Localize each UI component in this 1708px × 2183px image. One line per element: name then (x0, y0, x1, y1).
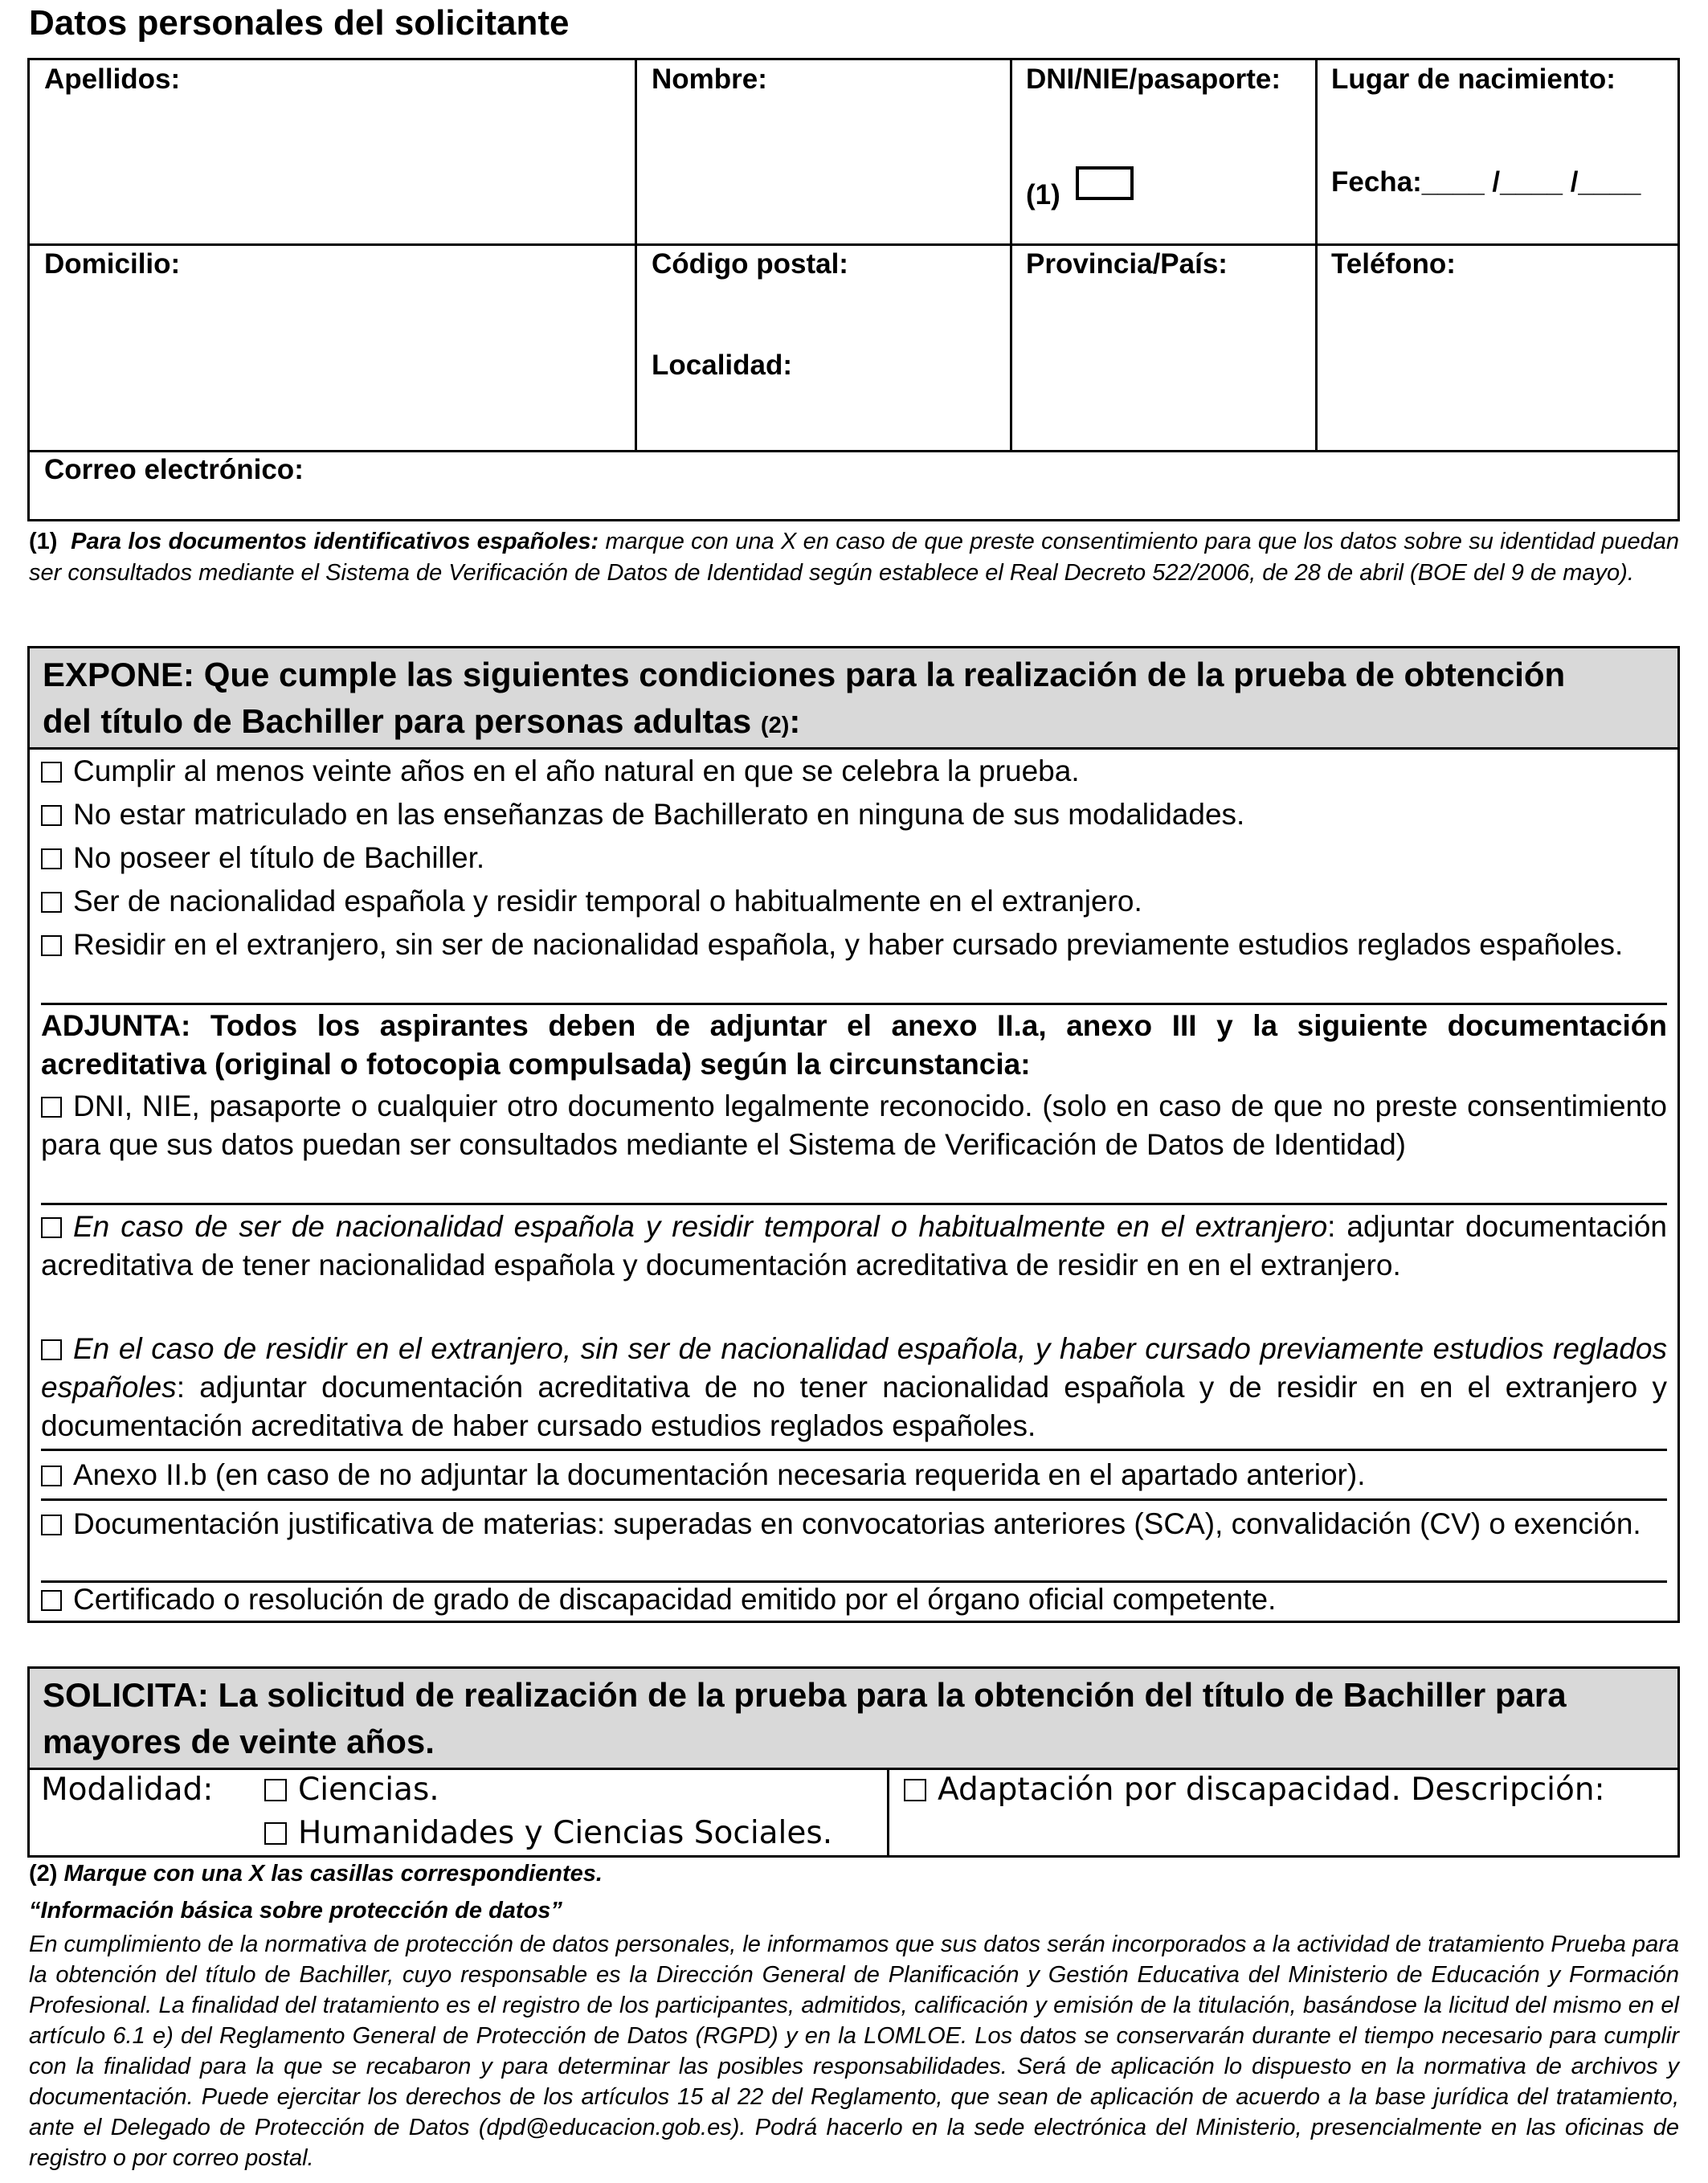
postal-code-label: Código postal: (652, 248, 848, 280)
expone-heading-line2: del título de Bachiller para personas adultas (2): (43, 702, 801, 740)
divider (41, 1449, 1667, 1451)
adjunta-heading: ADJUNTA: Todos los aspirantes deben de adjuntar el anexo II.a, anexo III y la siguiente documentación acreditativa (original o fotocopia compulsada) según la circunstancia: (41, 1009, 1667, 1081)
expone-header (30, 648, 1677, 750)
document-item: Documentación justificativa de materias: superadas en convocatorias anteriores (SCA), convalidación (CV) o exención. (41, 1505, 1667, 1543)
footnote-mark: (2) (29, 1861, 58, 1887)
solicita-heading-line2: mayores de veinte años. (43, 1723, 435, 1760)
document-item: DNI, NIE, pasaporte o cualquier otro documento legalmente reconocido. (solo en caso de que no preste consentimiento para que sus datos puedan ser consultados mediante el Sistema de Verificación de Datos de Identidad) (41, 1089, 1667, 1161)
checkbox[interactable] (41, 892, 62, 913)
condition-item: No poseer el título de Bachiller. (41, 839, 1667, 877)
checkbox[interactable] (41, 1217, 62, 1238)
province-country-label: Provincia/País: (1026, 248, 1228, 280)
checkbox[interactable] (41, 1097, 62, 1118)
grid-divider (635, 60, 637, 452)
footnote-1 (29, 526, 1679, 589)
footnote-lead: Para los documentos identificativos españoles: (71, 529, 599, 554)
email-label: Correo electrónico: (44, 454, 304, 485)
footnote-2 (29, 1861, 603, 1887)
consent-note-ref: (1) (1026, 179, 1060, 211)
data-protection-title: “Información básica sobre protección de datos” (29, 1898, 562, 1923)
checkbox[interactable] (41, 848, 62, 869)
surname-label: Apellidos: (44, 63, 181, 95)
condition-item: Cumplir al menos veinte años en el año natural en que se celebra la prueba. (41, 752, 1667, 791)
condition-item: Ser de nacionalidad española y residir temporal o habitualmente en el extranjero. (41, 882, 1667, 921)
option-adaptacion: Adaptación por discapacidad. Descripción: (904, 1772, 1605, 1808)
footnote-ref: (2) (760, 713, 790, 738)
address-label: Domicilio: (44, 248, 181, 280)
checkbox[interactable] (41, 1339, 62, 1360)
grid-divider (887, 1768, 889, 1858)
birthplace-label: Lugar de nacimiento: (1331, 63, 1616, 95)
consent-checkbox[interactable] (1076, 166, 1134, 200)
grid-divider (30, 243, 1677, 246)
checkbox[interactable] (41, 1515, 62, 1535)
checkbox[interactable] (264, 1779, 287, 1801)
footnote-text: marque con una X en caso de que preste consentimiento para que los datos sobre su identidad puedan ser consultados mediante el Sistema de Verificación de Datos de Identidad según establece el Real Decreto 522/2006, de 28 de abril (BOE del 9 de mayo). (29, 529, 1679, 586)
checkbox[interactable] (41, 805, 62, 826)
data-protection-text: En cumplimiento de la normativa de protección de datos personales, le informamos que sus datos serán incorporados a la actividad de tratamiento Prueba para la obtención del título de Bachiller, cuyo responsable es la Dirección General de Planificación y Gestión Educativa del Ministerio de Educación y Formación Profesional. La finalidad del tratamiento es el registro de los participantes, admitidos, calificación y emisión de la titulación, basándose la licitud del mismo en el artículo 6.1 e) del Reglamento General de Protección de Datos (RGPD) y en la LOMLOE. Los datos se conservarán durante el tiempo necesario para cumplir con la finalidad para la que se recabaron y para determinar las posibles responsabilidades. Será de aplicación lo dispuesto en la normativa de archivos y documentación. Puede ejercitar los derechos de los artículos 15 al 22 del Reglamento, que sean de aplicación de acuerdo a la base jurídica del tratamiento, ante el Delegado de Protección de Datos (dpd@educacion.gob.es). Podrá hacerlo en la sede electrónica del Ministerio, presencialmente en las oficinas de registro o por correo postal. (29, 1932, 1679, 2171)
birthdate-field[interactable]: Fecha:____ /____ /____ (1331, 166, 1641, 198)
checkbox[interactable] (904, 1779, 926, 1801)
name-label: Nombre: (652, 63, 767, 95)
modality-label: Modalidad: (41, 1772, 214, 1808)
document-item: Anexo II.b (en caso de no adjuntar la documentación necesaria requerida en el apartado anterior). (41, 1456, 1667, 1494)
personal-data-table (27, 58, 1680, 521)
grid-divider (30, 450, 1677, 452)
footnote-mark: (1) (29, 529, 58, 554)
solicita-section (27, 1666, 1680, 1858)
expone-heading-line1: EXPONE: Que cumple las siguientes condiciones para la realización de la prueba de obtención (43, 656, 1566, 693)
document-item: En el caso de residir en el extranjero, sin ser de nacionalidad española, y haber cursado previamente estudios reglados españoles: adjuntar documentación acreditativa de no tener nacionalidad española y de residir en en el extranjero y documentación acreditativa de haber cursado estudios reglados españoles. (41, 1332, 1667, 1442)
option-ciencias: Ciencias. (264, 1772, 439, 1808)
checkbox[interactable] (41, 1590, 62, 1611)
option-humanidades: Humanidades y Ciencias Sociales. (264, 1815, 832, 1851)
solicita-heading-line1: SOLICITA: La solicitud de realización de la prueba para la obtención del título de Bachiller para (43, 1676, 1567, 1714)
divider (41, 1203, 1667, 1205)
checkbox[interactable] (41, 762, 62, 783)
checkbox[interactable] (264, 1822, 287, 1845)
divider (41, 1003, 1667, 1005)
document-item: En caso de ser de nacionalidad española y residir temporal o habitualmente en el extranjero: adjuntar documentación acreditativa de tener nacionalidad española y documentación acreditativa de residir en en el extranjero. (41, 1210, 1667, 1282)
id-document-label: DNI/NIE/pasaporte: (1026, 63, 1281, 95)
footnote-text: Marque con una X las casillas correspondientes. (63, 1861, 603, 1887)
document-item: Certificado o resolución de grado de discapacidad emitido por el órgano oficial competente. (41, 1580, 1667, 1619)
grid-divider (1315, 60, 1318, 452)
grid-divider (1010, 60, 1012, 452)
checkbox[interactable] (41, 935, 62, 956)
locality-label: Localidad: (652, 350, 793, 381)
divider (41, 1498, 1667, 1501)
condition-item: No estar matriculado en las enseñanzas de Bachillerato en ninguna de sus modalidades. (41, 795, 1667, 834)
page-title: Datos personales del solicitante (29, 3, 570, 43)
condition-item: Residir en el extranjero, sin ser de nacionalidad española, y haber cursado previamente estudios reglados españoles. (41, 926, 1667, 964)
expone-section (27, 646, 1680, 1623)
phone-label: Teléfono: (1331, 248, 1456, 280)
solicita-header (30, 1669, 1677, 1770)
checkbox[interactable] (41, 1466, 62, 1486)
